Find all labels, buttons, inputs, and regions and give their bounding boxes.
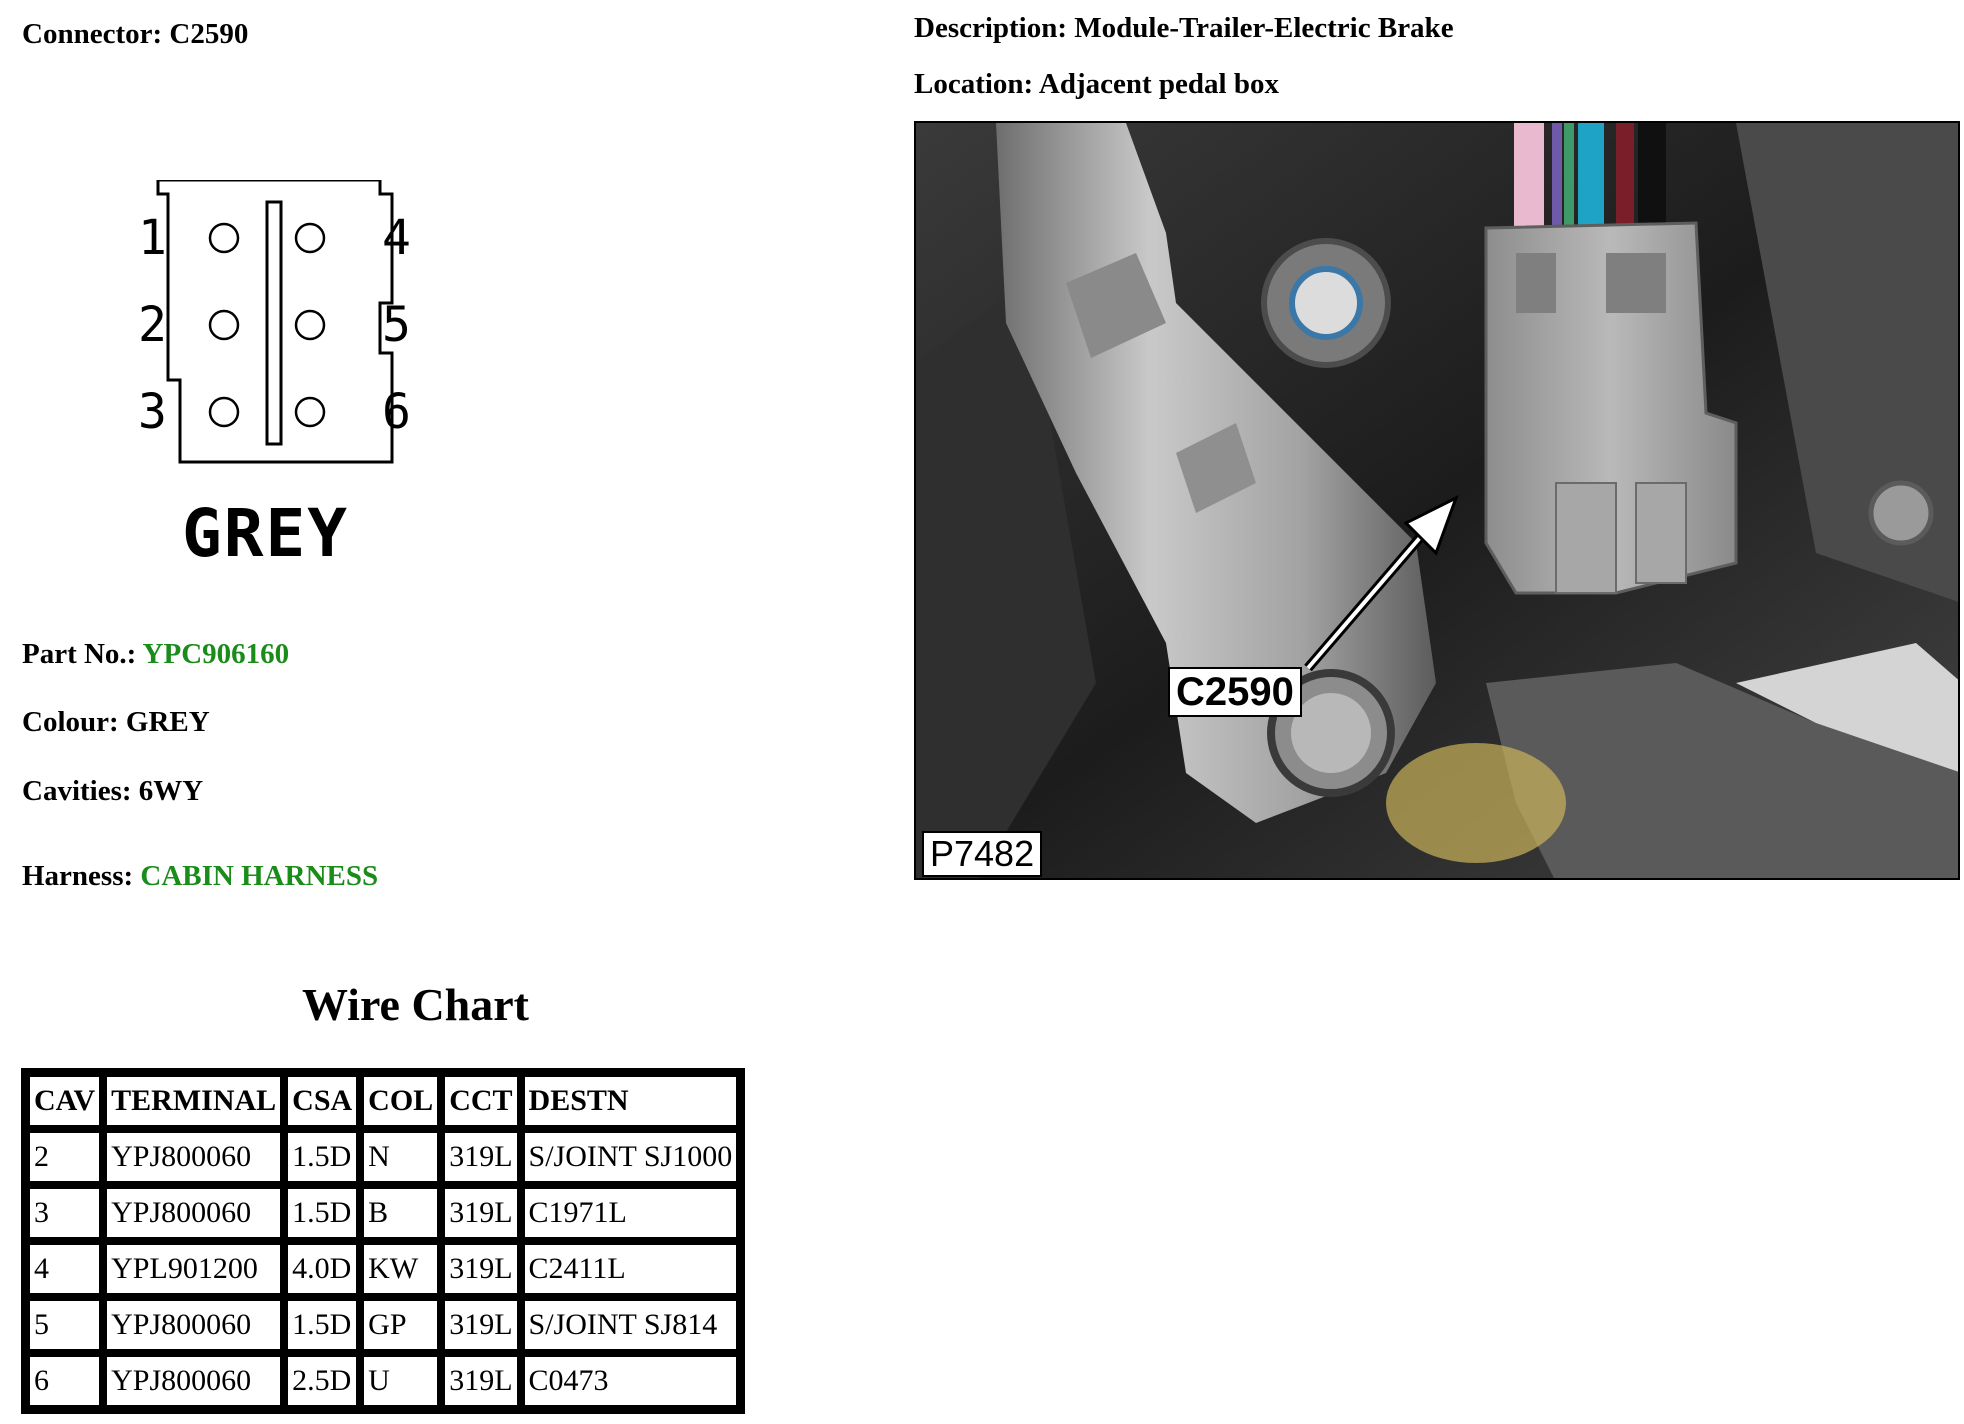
- photo-reference-label: P7482: [922, 831, 1042, 877]
- table-cell: 1.5D: [284, 1185, 360, 1241]
- table-row: [26, 1353, 740, 1409]
- table-cell: 1.5D: [284, 1297, 360, 1353]
- table-cell: GP: [360, 1297, 441, 1353]
- pin-number-3: 3: [138, 384, 167, 440]
- cavity-circle-2: [210, 311, 238, 339]
- column-header: CSA: [284, 1073, 360, 1129]
- harness-row: [22, 860, 378, 893]
- part-no-row: [22, 638, 289, 671]
- table-cell: S/JOINT SJ814: [521, 1297, 741, 1353]
- wire-chart-title: Wire Chart: [302, 979, 529, 1030]
- table-row: [26, 1185, 740, 1241]
- table-cell: 3: [26, 1185, 103, 1241]
- table-row: [26, 1297, 740, 1353]
- table-cell: S/JOINT SJ1000: [521, 1129, 741, 1185]
- table-cell: 2: [26, 1129, 103, 1185]
- table-cell: KW: [360, 1241, 441, 1297]
- table-row: [26, 1241, 740, 1297]
- photo-callout-label: C2590: [1168, 667, 1302, 717]
- table-cell: 1.5D: [284, 1129, 360, 1185]
- part-no-link[interactable]: YPC906160: [142, 638, 290, 670]
- table-cell: YPJ800060: [103, 1353, 284, 1409]
- part-no-label: Part No.:: [22, 638, 137, 670]
- table-cell: 4.0D: [284, 1241, 360, 1297]
- cavity-circle-3: [210, 398, 238, 426]
- cavities-label: Cavities:: [22, 775, 132, 807]
- table-cell: 319L: [441, 1297, 520, 1353]
- table-cell: C0473: [521, 1353, 741, 1409]
- description-heading: [914, 12, 1454, 45]
- connector-value: C2590: [169, 18, 249, 50]
- table-cell: C1971L: [521, 1185, 741, 1241]
- pin-number-6: 6: [382, 384, 411, 440]
- harness-label: Harness:: [22, 860, 134, 892]
- table-header-row: [26, 1073, 740, 1129]
- cavity-circle-4: [296, 224, 324, 252]
- pin-number-4: 4: [382, 210, 411, 266]
- photo-illustration: [916, 123, 1960, 880]
- table-cell: 319L: [441, 1129, 520, 1185]
- column-header: CAV: [26, 1073, 103, 1129]
- cavities-row: [22, 775, 203, 808]
- connector-face-diagram: [130, 180, 430, 480]
- column-header: DESTN: [521, 1073, 741, 1129]
- colour-value: GREY: [125, 706, 210, 738]
- table-row: [26, 1129, 740, 1185]
- pin-number-2: 2: [138, 297, 167, 353]
- cavities-value: 6WY: [138, 775, 204, 807]
- location-heading: [914, 68, 1279, 101]
- table-cell: 319L: [441, 1241, 520, 1297]
- table-cell: 319L: [441, 1353, 520, 1409]
- column-header: COL: [360, 1073, 441, 1129]
- pin-number-5: 5: [382, 297, 411, 353]
- location-label: Location:: [914, 68, 1034, 100]
- column-header: CCT: [441, 1073, 520, 1129]
- wire-chart-table: [21, 1068, 745, 1414]
- pin-number-1: 1: [138, 210, 167, 266]
- table-cell: 319L: [441, 1185, 520, 1241]
- colour-label: Colour:: [22, 706, 119, 738]
- location-value: Adjacent pedal box: [1038, 68, 1279, 100]
- table-cell: YPJ800060: [103, 1129, 284, 1185]
- connector-heading: [22, 18, 248, 51]
- description-value: Module-Trailer-Electric Brake: [1074, 12, 1454, 44]
- cavity-circle-5: [296, 311, 324, 339]
- table-cell: N: [360, 1129, 441, 1185]
- table-cell: 2.5D: [284, 1353, 360, 1409]
- location-photo: [914, 121, 1960, 880]
- table-cell: U: [360, 1353, 441, 1409]
- harness-link[interactable]: CABIN HARNESS: [140, 860, 379, 892]
- table-cell: YPL901200: [103, 1241, 284, 1297]
- cavity-circle-6: [296, 398, 324, 426]
- table-cell: C2411L: [521, 1241, 741, 1297]
- table-cell: YPJ800060: [103, 1297, 284, 1353]
- table-cell: 6: [26, 1353, 103, 1409]
- cavity-circle-1: [210, 224, 238, 252]
- connector-label: Connector:: [22, 18, 163, 50]
- column-header: TERMINAL: [103, 1073, 284, 1129]
- colour-row: [22, 706, 210, 739]
- connector-key: [267, 202, 281, 444]
- table-cell: 4: [26, 1241, 103, 1297]
- table-cell: B: [360, 1185, 441, 1241]
- table-cell: YPJ800060: [103, 1185, 284, 1241]
- description-label: Description:: [914, 12, 1068, 44]
- connector-colour-caption: GREY: [182, 495, 349, 572]
- connector-outline: [158, 180, 392, 462]
- table-cell: 5: [26, 1297, 103, 1353]
